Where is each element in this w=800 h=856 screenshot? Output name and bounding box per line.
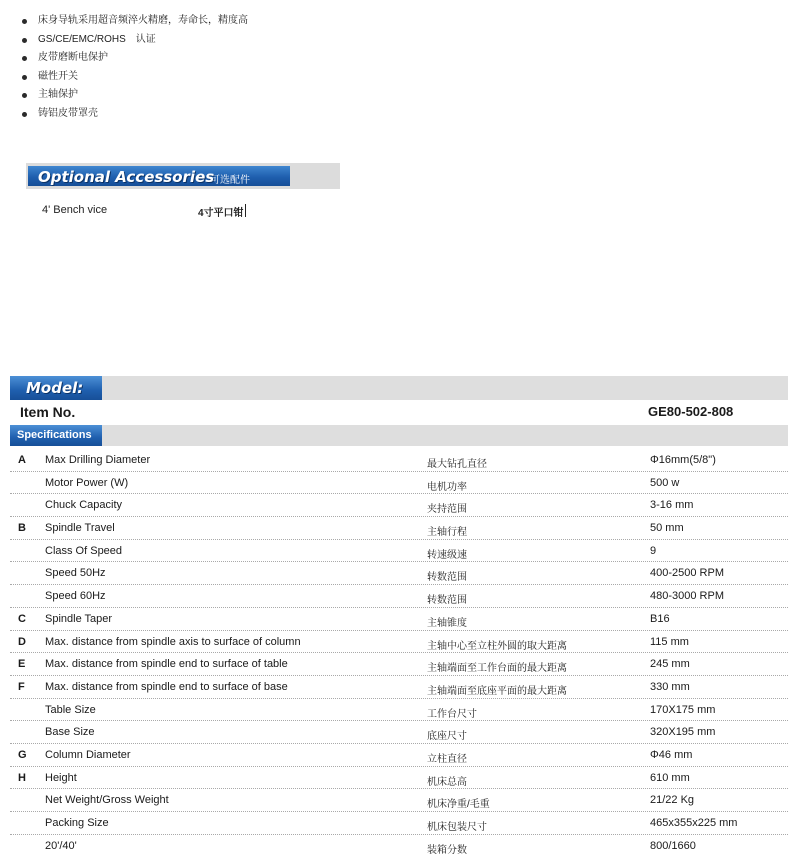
spec-value: 9 [650,544,657,557]
spec-row [10,449,788,472]
spec-letter: H [18,771,26,784]
spec-row [10,789,788,812]
spec-name-cn: 主轴行程 [427,527,467,539]
spec-name: Spindle Travel [45,522,115,535]
bullet-icon [22,75,27,80]
spec-row [10,721,788,744]
spec-value: B16 [650,612,670,625]
spec-name: Speed 50Hz [45,567,106,580]
spec-row [10,744,788,767]
model-header [10,376,788,400]
feature-text: 床身导轨采用超音频淬火精磨，寿命长，精度高 [38,15,248,26]
spec-name: Net Weight/Gross Weight [45,794,169,807]
bullet-icon [22,56,27,61]
spec-row [10,540,788,563]
bullet-icon [22,112,27,117]
spec-name-cn: 最大钻孔直径 [427,459,487,470]
spec-value: 115 mm [650,635,689,648]
spec-value: 320X195 mm [650,726,716,739]
spec-row [10,562,788,585]
specifications-label: Specifications [17,429,92,441]
item-number-label: Item No. [20,404,76,420]
spec-row [10,517,788,540]
bullet-icon [22,38,27,43]
spec-value: 610 mm [650,771,690,784]
spec-value: 800/1660 [650,839,696,852]
accessory-name: 4' Bench vice [42,204,108,216]
spec-name: Base Size [45,726,95,739]
spec-row [10,653,788,676]
spec-name-cn: 转速级速 [427,549,467,561]
bullet-icon [22,93,27,98]
spec-name: Max Drilling Diameter [45,454,151,466]
feature-item [22,105,248,124]
spec-name: Motor Power (W) [45,476,129,489]
spec-name-cn: 机床包装尺寸 [427,822,487,833]
spec-name: Spindle Taper [45,612,113,625]
spec-value: 21/22 Kg [650,794,695,807]
model-label: Model: [26,379,84,397]
spec-name-cn: 装箱分数 [427,844,467,856]
optional-accessories-title: Optional Accessories [38,168,215,186]
optional-accessories-header [26,163,340,189]
spec-value: Φ16mm(5/8") [650,454,716,466]
spec-letter: C [18,612,26,625]
spec-row [10,472,788,495]
spec-value: 500 w [650,476,680,489]
spec-row [10,767,788,790]
specifications-header [10,425,788,446]
item-number-row [10,401,788,425]
model-banner [10,376,102,400]
feature-text: 皮带磨断电保护 [38,52,108,63]
spec-value: 330 mm [650,680,690,693]
spec-value: 50 mm [650,522,684,535]
spec-name: Height [45,771,77,784]
item-number-value: GE80-502-808 [648,404,734,419]
spec-name-cn: 主轴中心至立柱外圆的取大距离 [427,640,567,652]
optional-accessories-banner [28,166,290,186]
spec-row [10,631,788,654]
spec-value: 3-16 mm [650,499,694,512]
spec-letter: E [18,658,26,671]
spec-row [10,676,788,699]
spec-name-cn: 转数范围 [427,595,467,607]
spec-value: 245 mm [650,658,690,671]
spec-row [10,494,788,517]
spec-letter: G [18,748,27,761]
text-cursor [245,204,246,217]
feature-item [22,31,248,50]
feature-text: GS/CE/EMC/ROHS 认证 [38,33,156,45]
spec-value: 480-3000 RPM [650,590,724,603]
spec-table [10,449,788,856]
bullet-icon [22,19,27,24]
accessory-name-cn: 4寸平口钳 [198,208,244,219]
feature-list [22,12,248,123]
spec-name-cn: 底座尺寸 [427,731,467,743]
spec-letter: D [18,635,26,648]
spec-letter: A [18,454,26,466]
feature-item [22,86,248,105]
spec-letter: B [18,522,26,535]
spec-name: Max. distance from spindle axis to surface of column [45,635,301,648]
spec-name: 20'/40' [45,839,77,852]
spec-name-cn: 机床净重/毛重 [427,799,490,811]
spec-name-cn: 工作台尺寸 [427,708,477,720]
spec-value: 400-2500 RPM [650,567,724,580]
specifications-banner [10,425,102,446]
spec-name: Packing Size [45,817,109,829]
spec-name: Chuck Capacity [45,499,123,512]
spec-name: Max. distance from spindle end to surface of base [45,680,288,693]
spec-value: 170X175 mm [650,703,716,716]
feature-item [22,12,248,31]
spec-name-cn: 主轴端面至底座平面的最大距离 [427,685,567,697]
spec-name-cn: 主轴锥度 [427,617,467,629]
feature-item [22,68,248,87]
spec-name-cn: 主轴端面至工作台面的最大距离 [427,663,567,675]
spec-name-cn: 电机功率 [427,481,467,493]
spec-row [10,699,788,722]
spec-row [10,585,788,608]
feature-text: 铸铝皮带罩壳 [38,107,98,119]
spec-name: Column Diameter [45,748,131,761]
spec-value: Φ46 mm [650,748,693,761]
spec-row [10,835,788,856]
spec-name-cn: 机床总高 [427,776,467,788]
spec-name-cn: 立柱直径 [427,753,467,765]
spec-value: 465x355x225 mm [650,817,738,829]
spec-row [10,608,788,631]
feature-item [22,49,248,68]
optional-accessories-title-cn: 可选配件 [210,175,250,186]
feature-text: 磁性开关 [38,70,78,82]
spec-name: Table Size [45,703,96,716]
spec-name-cn: 夹持范围 [427,504,467,516]
spec-name-cn: 转数范围 [427,572,467,584]
feature-text: 主轴保护 [38,89,78,100]
spec-name: Max. distance from spindle end to surface of table [45,658,288,671]
spec-name: Speed 60Hz [45,590,106,603]
spec-letter: F [18,680,25,693]
spec-name: Class Of Speed [45,544,123,557]
spec-row [10,812,788,835]
